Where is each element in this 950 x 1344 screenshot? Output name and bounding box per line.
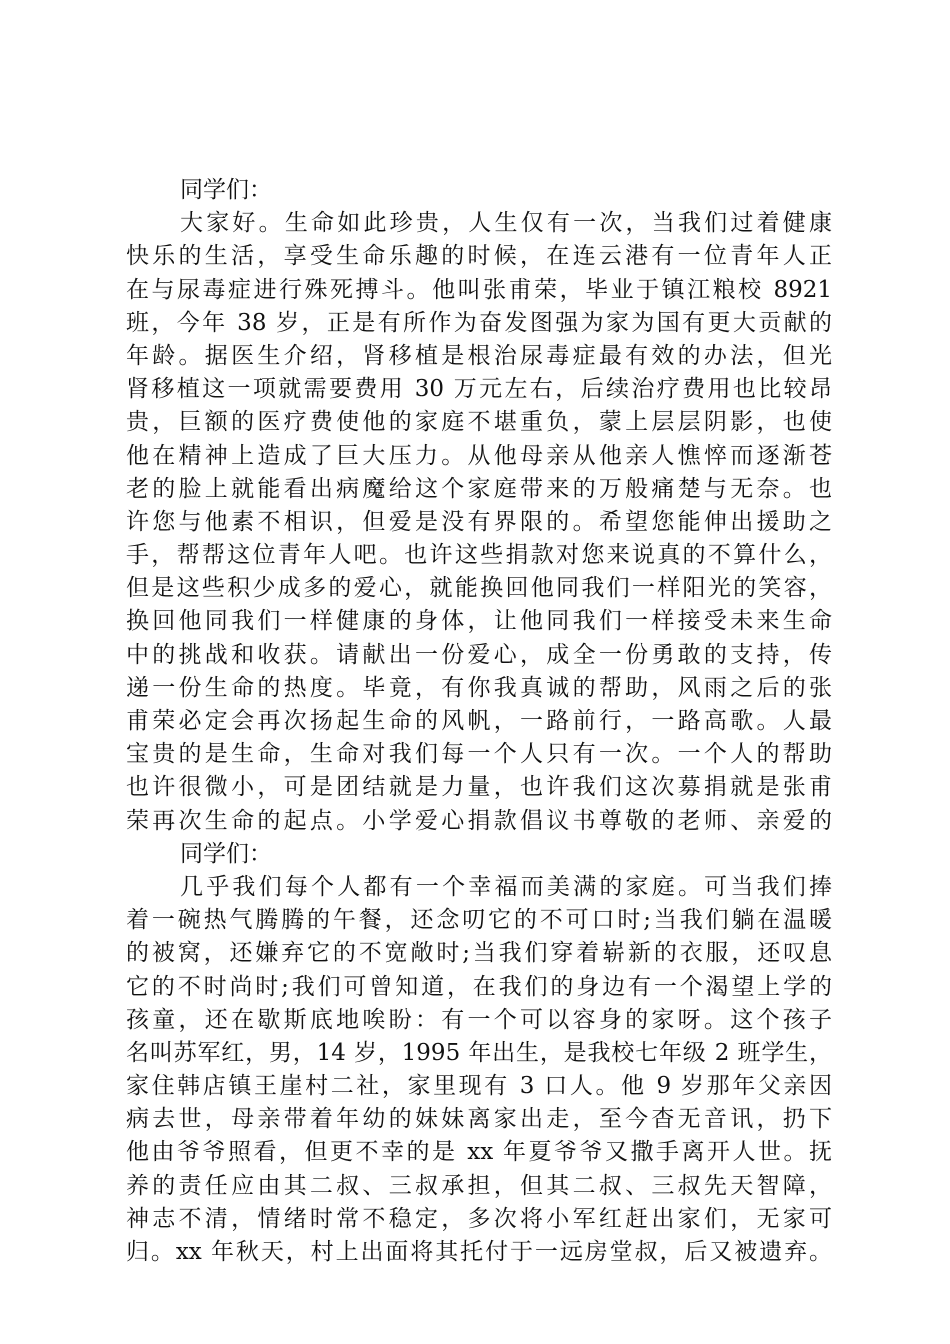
paragraph-line: 神志不清，情绪时常不稳定，多次将小军红赶出家们，无家可	[126, 1205, 832, 1232]
paragraph-line: 手，帮帮这位青年人吧。也许这些捐款对您来说真的不算什么，	[126, 542, 832, 569]
paragraph-line: 肾移植这一项就需要费用 30 万元左右，后续治疗费用也比较昂	[126, 376, 832, 403]
paragraph-line: 着一碗热气腾腾的午餐，还念叨它的不可口时;当我们躺在温暖	[126, 907, 832, 934]
paragraph-line: 几乎我们每个人都有一个幸福而美满的家庭。可当我们捧	[180, 873, 832, 900]
paragraph-line: 中的挑战和收获。请献出一份爱心，成全一份勇敢的支持，传	[126, 641, 832, 668]
paragraph-line: 班，今年 38 岁，正是有所作为奋发图强为家为国有更大贡献的	[126, 309, 832, 336]
paragraph-line: 甫荣必定会再次扬起生命的风帆，一路前行，一路高歌。人最	[126, 708, 832, 734]
paragraph-line: 归。xx 年秋天，村上出面将其托付于一远房堂叔，后又被遗弃。	[126, 1239, 832, 1265]
paragraph-line: 但是这些积少成多的爱心，就能换回他同我们一样阳光的笑容，	[126, 575, 832, 602]
paragraph-line: 大家好。生命如此珍贵，人生仅有一次，当我们过着健康	[180, 210, 832, 237]
paragraph-line: 也许很微小，可是团结就是力量，也许我们这次募捐就是张甫	[126, 774, 832, 801]
paragraph-line: 贵，巨额的医疗费使他的家庭不堪重负，蒙上层层阴影，也使	[126, 409, 832, 436]
salutation-line: 同学们：	[180, 177, 272, 203]
paragraph-line: 名叫苏军红，男，14 岁，1995 年出生，是我校七年级 2 班学生，	[126, 1039, 832, 1066]
paragraph-line: 许您与他素不相识，但爱是没有界限的。希望您能伸出援助之	[126, 508, 832, 535]
paragraph-line: 孩童，还在歇斯底地唉盼：有一个可以容身的家呀。这个孩子	[126, 1006, 832, 1033]
paragraph-line: 养的责任应由其二叔、三叔承担，但其二叔、三叔先天智障，	[126, 1172, 832, 1199]
paragraph-line: 他由爷爷照看，但更不幸的是 xx 年夏爷爷又撒手离开人世。抚	[126, 1139, 832, 1166]
document-body	[126, 174, 832, 1269]
paragraph-line: 病去世，母亲带着年幼的妹妹离家出走，至今杳无音讯，扔下	[126, 1106, 832, 1133]
paragraph-line: 在与尿毒症进行殊死搏斗。他叫张甫荣，毕业于镇江粮校 8921	[126, 276, 832, 303]
paragraph-line: 快乐的生活，享受生命乐趣的时候，在连云港有一位青年人正	[126, 243, 832, 270]
paragraph-line: 老的脸上就能看出病魔给这个家庭带来的万般痛楚与无奈。也	[126, 475, 832, 502]
paragraph-line: 的被窝，还嫌弃它的不宽敞时;当我们穿着崭新的衣服，还叹息	[126, 940, 832, 967]
paragraph-line: 换回他同我们一样健康的身体，让他同我们一样接受未来生命	[126, 608, 832, 635]
paragraph-line: 年龄。据医生介绍，肾移植是根治尿毒症最有效的办法，但光	[126, 342, 832, 369]
paragraph-line: 他在精神上造成了巨大压力。从他母亲从他亲人憔悴而逐渐苍	[126, 442, 832, 469]
salutation-line: 同学们：	[180, 840, 272, 867]
paragraph-line: 荣再次生命的起点。小学爱心捐款倡议书尊敬的老师、亲爱的	[126, 807, 832, 834]
paragraph-line: 递一份生命的热度。毕竟，有你我真诚的帮助，风雨之后的张	[126, 674, 832, 701]
paragraph-line: 宝贵的是生命，生命对我们每一个人只有一次。一个人的帮助	[126, 741, 832, 768]
paragraph-line: 它的不时尚时;我们可曾知道，在我们的身边有一个渴望上学的	[126, 973, 832, 1000]
paragraph-line: 家住韩店镇王崖村二社，家里现有 3 口人。他 9 岁那年父亲因	[126, 1073, 832, 1100]
